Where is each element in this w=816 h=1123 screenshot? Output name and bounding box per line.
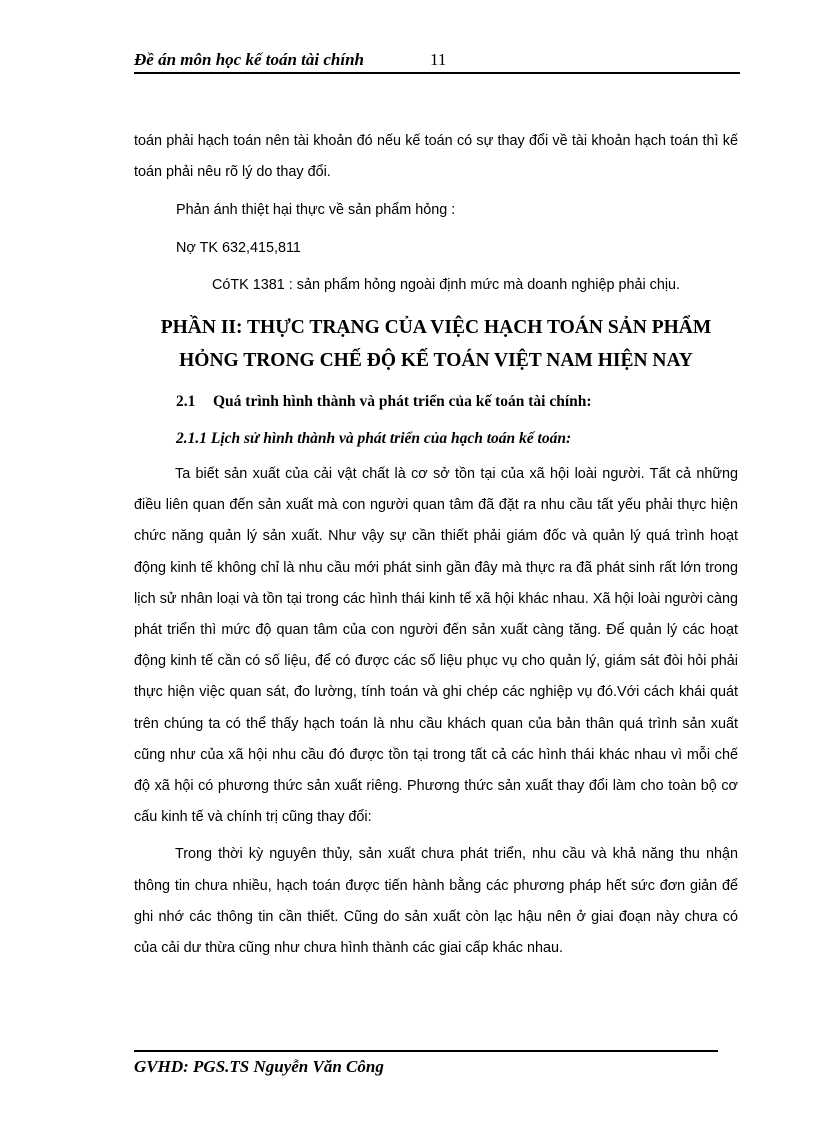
reflect-line: Phản ánh thiệt hại thực về sản phẩm hỏng : — [176, 202, 456, 218]
section-number: 2.1 — [176, 393, 196, 410]
body-paragraphs — [134, 459, 738, 964]
page-header — [134, 48, 740, 74]
part-title: PHẦN II: THỰC TRẠNG CỦA VIỆC HẠCH TOÁN SẢN PHẨM HỎNG TRONG CHẾ ĐỘ KẾ TOÁN VIỆT NAM HIỆN NAY — [160, 317, 712, 371]
page-footer — [134, 1050, 718, 1076]
paragraph-2: Trong thời kỳ nguyên thủy, sản xuất chưa phát triển, nhu cầu và khả năng thu nhận thông tin chưa nhiều, hạch toán được tiến hành bằng các phương pháp hết sức đơn giản để ghi nhớ các thông tin cần thiết. Cũng do sản xuất còn lạc hậu nên ở giai đoạn này chưa có của cải dư thừa cũng như chưa hình thành các giai cấp khác nhau. — [134, 846, 738, 957]
section-title: Quá trình hình thành và phát triển của kế toán tài chính: — [213, 393, 592, 410]
credit-line: CóTK 1381 : sản phẩm hỏng ngoài định mức mà doanh nghiệp phải chịu. — [212, 277, 681, 293]
section-heading — [176, 393, 592, 411]
debit-line: Nợ TK 632,415,811 — [176, 240, 301, 256]
intro-continuation: toán phải hạch toán nên tài khoản đó nếu kế toán có sự thay đổi về tài khoản hạch toán thì kế toán phải nêu rõ lý do thay đổi. — [134, 133, 738, 181]
header-title: Đề án môn học kế toán tài chính — [134, 50, 365, 69]
paragraph-1: Ta biết sản xuất của cải vật chất là cơ sở tồn tại của xã hội loài người. Tất cả những điều liên quan đến sản xuất mà con người quan tâm đã đặt ra nhu cầu tất yếu phải thực hiện chức năng quản lý sản xuất. Như vậy sự cần thiết phải giám đốc và quản lý quá trình hoạt động kinh tế không chỉ là nhu cầu mới phát sinh gần đây mà thực ra đã phát sinh rất lớn trong lịch sử nhân loại và tồn tại trong các hình thái kinh tế xã hội khác nhau. Xã hội loài người càng phát triển thì mức độ quan tâm của con người đến sản xuất càng tăng. Để quản lý các hoạt động kinh tế cần có số liệu, để có được các số liệu phục vụ cho quản lý, giám sát đòi hỏi phải thực hiện việc quan sát, đo lường, tính toán và ghi chép các nghiệp vụ đó.Với cách khái quát trên chúng ta có thể thấy hạch toán là nhu cầu khách quan của bản thân quá trình sản xuất cũng như của xã hội nhu cầu đó được tồn tại trong tất cả các hình thái khác nhau vì mỗi chế độ xã hội có phương thức sản xuất riêng. Phương thức sản xuất thay đổi làm cho toàn bộ cơ cấu kinh tế và chính trị cũng thay đổi: — [134, 466, 738, 826]
subsection-heading: 2.1.1 Lịch sử hình thành và phát triển của hạch toán kế toán: — [176, 430, 572, 447]
footer-text: GVHD: PGS.TS Nguyễn Văn Công — [134, 1057, 384, 1076]
page-number: 11 — [430, 50, 447, 69]
